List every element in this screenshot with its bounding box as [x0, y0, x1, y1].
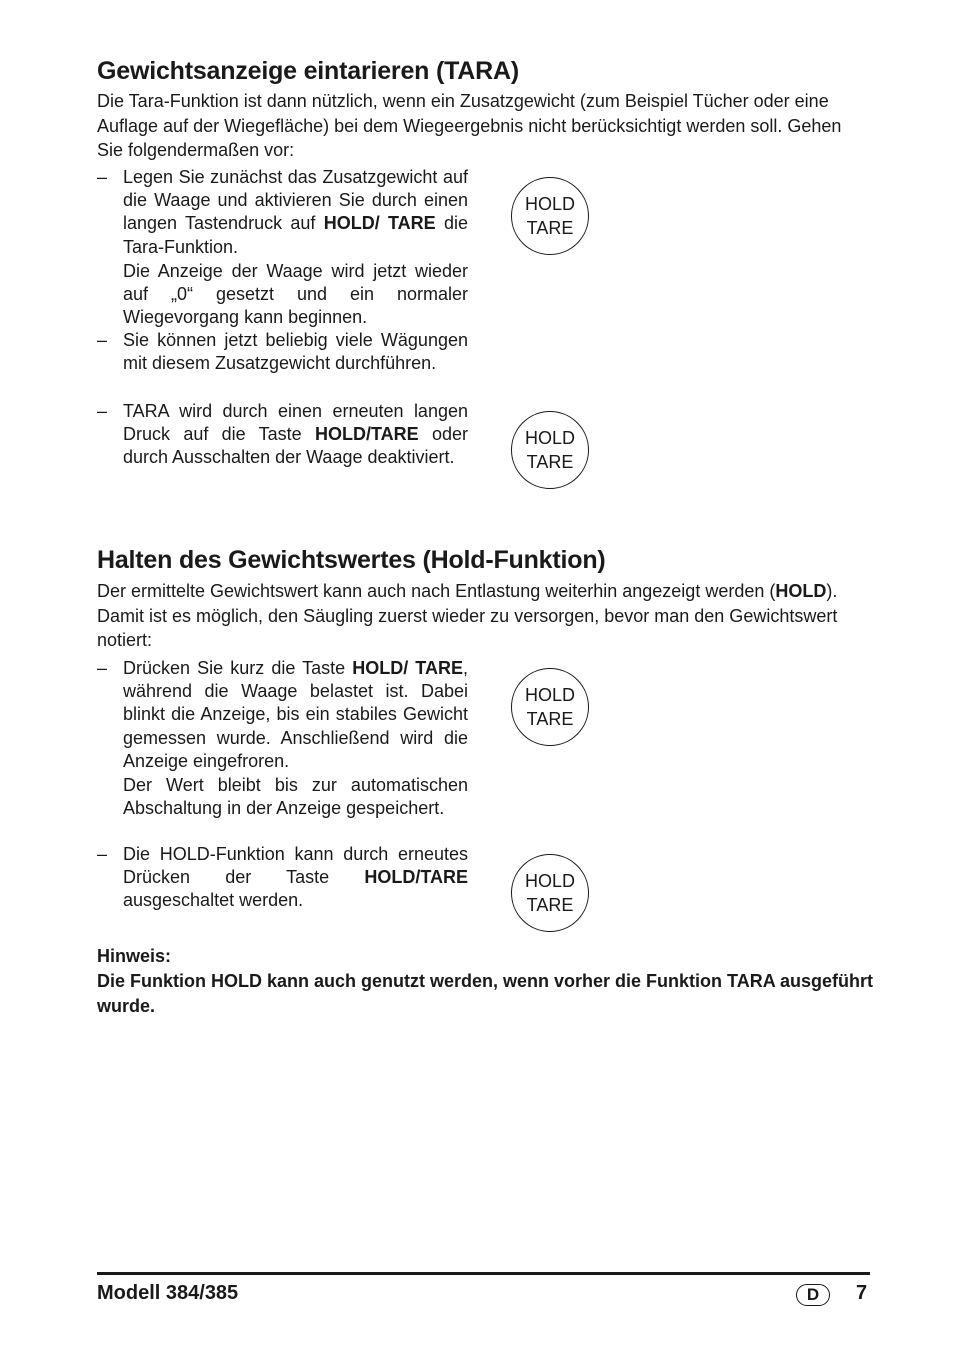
list-dash: – — [97, 844, 108, 864]
footer-model: Modell 384/385 — [97, 1282, 239, 1304]
hold-tare-button-icon: HOLD TARE — [511, 177, 589, 255]
section-title-hold: Halten des Gewichtswertes (Hold-Funktion) — [97, 546, 606, 574]
list-item-text: Sie können jetzt beliebig viele Wägungen mit diesem Zusatzgewicht durchführen. — [123, 330, 468, 374]
note-text: Die Funktion HOLD kann auch genutzt werden, wenn vorher die Funktion TARA ausgeführt wurde. — [97, 971, 874, 1016]
list-item-text: Drücken Sie kurz die Taste HOLD/ TARE, während die Waage belastet ist. Dabei blinkt die Anzeige, bis ein stabiles Gewicht gemessen wurde. Anschließend wird die Anzeige eingefroren. — [123, 658, 468, 771]
list-dash: – — [97, 401, 108, 421]
hold-tare-button-icon: HOLD TARE — [511, 668, 589, 746]
list-item — [97, 657, 468, 820]
list-dash: – — [97, 330, 108, 350]
list-item — [97, 400, 468, 470]
note-box — [97, 944, 877, 1019]
section-title-tara: Gewichtsanzeige eintarieren (TARA) — [97, 57, 519, 85]
list-item-followup: Die Anzeige der Waage wird jetzt wieder auf „0“ gesetzt und ein normaler Wiegevorgang kann beginnen. — [123, 260, 468, 328]
page-number: 7 — [856, 1282, 868, 1304]
list-item — [97, 329, 468, 375]
footer-divider — [97, 1272, 870, 1275]
list-item — [97, 166, 468, 329]
hold-tare-button-icon: HOLD TARE — [511, 411, 589, 489]
note-heading: Hinweis: — [97, 946, 172, 966]
language-badge: D — [796, 1284, 830, 1306]
list-item — [97, 843, 468, 913]
list-dash: – — [97, 167, 108, 187]
list-item-text: TARA wird durch einen erneuten langen Druck auf die Taste HOLD/TARE oder durch Ausschalten der Waage deaktiviert. — [123, 401, 469, 468]
list-item-followup: Der Wert bleibt bis zur automatischen Abschaltung in der Anzeige gespeichert. — [123, 775, 468, 819]
list-dash: – — [97, 658, 108, 678]
list-item-text: Die HOLD-Funktion kann durch erneutes Drücken der Taste HOLD/TARE ausgeschaltet werden. — [123, 844, 468, 911]
list-item-text: Legen Sie zunächst das Zusatzgewicht auf die Waage und aktivieren Sie durch einen langen Tastendruck auf HOLD/ TARE die Tara-Funktion. — [123, 167, 468, 257]
hold-intro: Der ermittelte Gewichtswert kann auch nach Entlastung weiterhin angezeigt werden (HOLD). Damit ist es möglich, den Säugling zuerst wieder zu versorgen, bevor man den Gewichtswert notiert: — [97, 581, 838, 651]
hold-tare-button-icon: HOLD TARE — [511, 854, 589, 932]
tara-intro: Die Tara-Funktion ist dann nützlich, wenn ein Zusatzgewicht (zum Beispiel Tücher oder eine Auflage auf der Wiegefläche) bei dem Wiegeergebnis nicht berücksichtigt werden soll. Gehen Sie folgendermaßen vor: — [97, 91, 842, 161]
